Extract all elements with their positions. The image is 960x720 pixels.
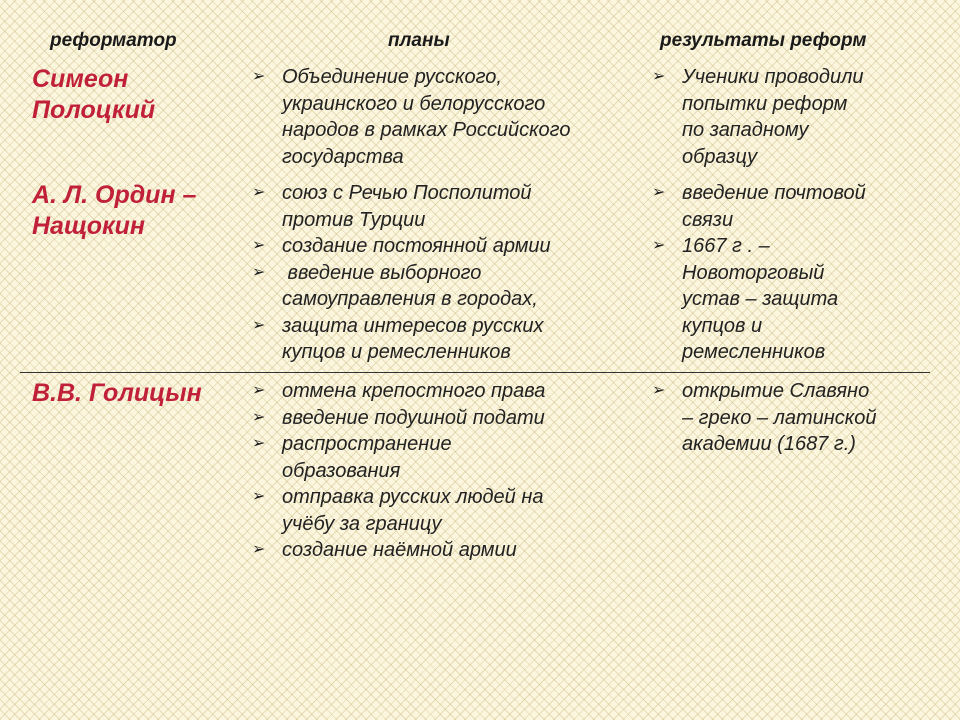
arrow-bullet-icon: ➢ bbox=[652, 184, 666, 201]
arrow-bullet-icon: ➢ bbox=[652, 382, 666, 399]
plans-list bbox=[250, 378, 650, 564]
results-list bbox=[650, 378, 930, 458]
list-item: ➢ введение почтовой связи bbox=[652, 182, 866, 231]
list-item: ➢ союз с Речью Посполитой против Турции bbox=[252, 182, 532, 231]
name-line: Симеон bbox=[32, 65, 129, 93]
list-item: ➢ защита интересов русских купцов и ремесленников bbox=[252, 314, 544, 363]
arrow-bullet-icon: ➢ bbox=[252, 263, 266, 281]
arrow-bullet-icon: ➢ bbox=[252, 488, 266, 505]
header-plans: планы bbox=[388, 30, 450, 51]
list-item: ➢ создание постоянной армии bbox=[250, 233, 650, 260]
arrow-bullet-icon: ➢ bbox=[252, 435, 266, 452]
list-item: ➢ введение выборного самоуправления в городах, bbox=[252, 261, 538, 310]
arrow-bullet-icon: ➢ bbox=[252, 408, 266, 426]
list-item: ➢ распространение образования bbox=[252, 433, 452, 482]
list-item: ➢ открытие Славяно – греко – латинской академии (1687 г.) bbox=[652, 380, 877, 455]
arrow-bullet-icon: ➢ bbox=[652, 237, 666, 254]
row-divider bbox=[20, 372, 930, 373]
list-item: ➢ отмена крепостного права bbox=[250, 378, 650, 405]
name-line: В.В. Голицын bbox=[32, 379, 202, 407]
reformer-name bbox=[32, 64, 232, 126]
plans-list bbox=[250, 180, 650, 366]
list-item: ➢ создание наёмной армии bbox=[250, 537, 650, 564]
results-list bbox=[650, 180, 930, 366]
header-results: результаты реформ bbox=[660, 30, 867, 51]
list-item: ➢ введение подушной подати bbox=[250, 405, 650, 432]
plans-list bbox=[250, 64, 650, 170]
name-line: А. Л. Ордин – bbox=[32, 181, 197, 209]
arrow-bullet-icon: ➢ bbox=[252, 68, 266, 85]
list-item: ➢ отправка русских людей на учёбу за границу bbox=[252, 486, 544, 535]
arrow-bullet-icon: ➢ bbox=[252, 184, 266, 201]
list-item: ➢ Ученики проводили попытки реформ по западному образцу bbox=[652, 66, 864, 168]
header-reformer: реформатор bbox=[50, 30, 177, 51]
reformer-name bbox=[32, 180, 232, 242]
arrow-bullet-icon: ➢ bbox=[652, 68, 666, 85]
name-line: Нащокин bbox=[32, 212, 146, 240]
results-list bbox=[650, 64, 930, 170]
arrow-bullet-icon: ➢ bbox=[252, 541, 266, 558]
reformer-name bbox=[32, 378, 232, 409]
name-line: Полоцкий bbox=[32, 96, 156, 124]
list-item: ➢ 1667 г . – Новоторговый устав – защита купцов и ремесленников bbox=[652, 235, 839, 363]
arrow-bullet-icon: ➢ bbox=[252, 316, 266, 334]
arrow-bullet-icon: ➢ bbox=[252, 382, 266, 399]
arrow-bullet-icon: ➢ bbox=[252, 237, 266, 254]
list-item: ➢ Объединение русского, украинского и белорусского народов в рамках Российского государства bbox=[252, 66, 571, 168]
